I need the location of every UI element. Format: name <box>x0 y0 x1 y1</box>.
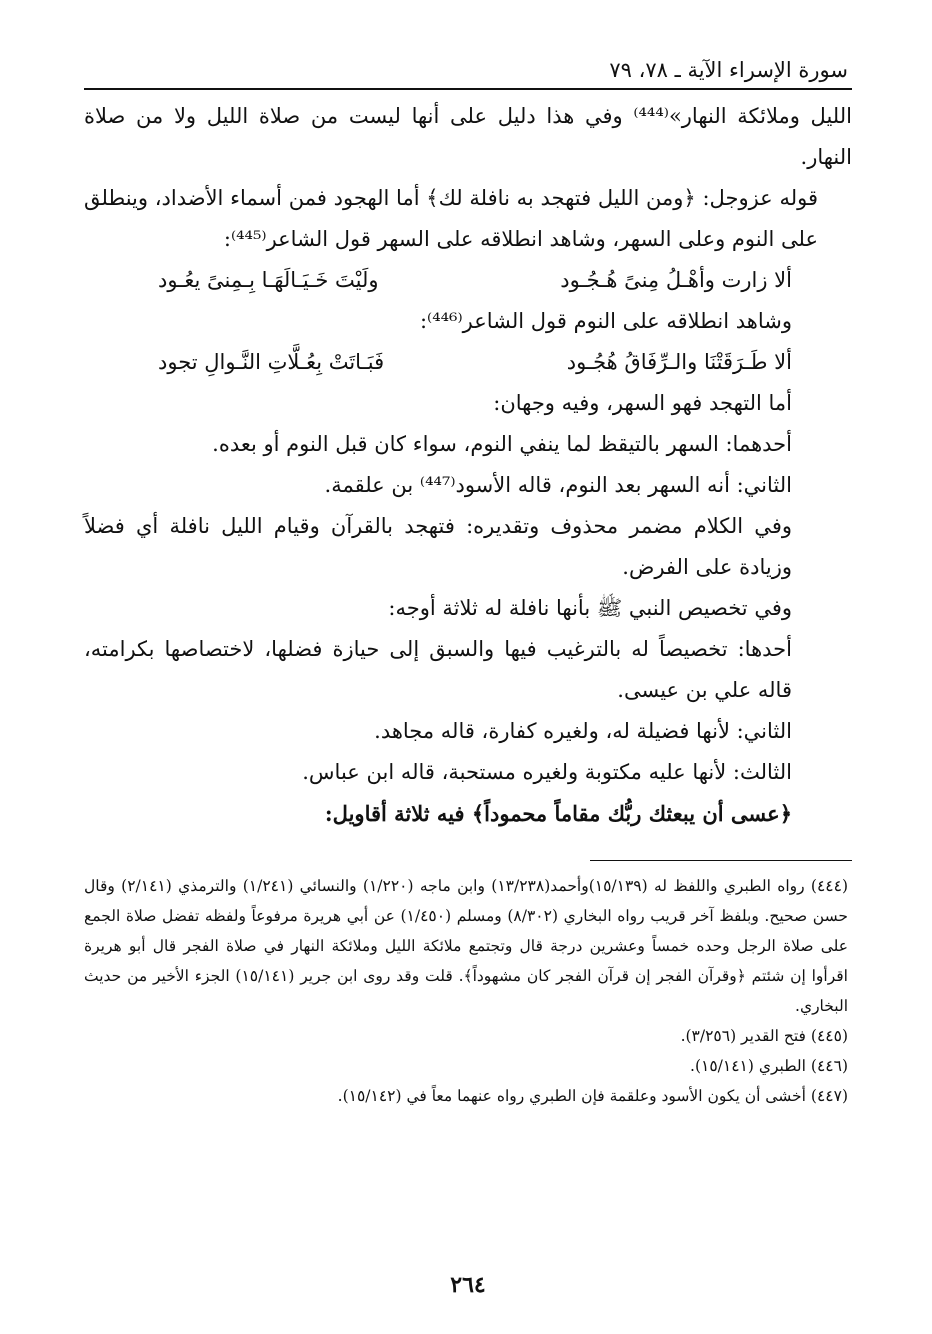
verse-2-intro: وشاهد انطلاقه على النوم قول الشاعر⁽⁴⁴⁶⁾: <box>419 309 792 333</box>
verse-2-first-hemistich: ألا طَـرَقَتْنَا والـرِّفَاقُ هُجُـود <box>566 350 792 374</box>
book-page <box>84 52 852 1312</box>
paragraph-tahajjud: أما التهجد فهو السهر، وفيه وجهان: <box>493 391 792 415</box>
verse-line-2 <box>84 342 852 383</box>
footnote-text: فتح القدير (٣/٢٥٦). <box>680 1027 806 1045</box>
footnote-444 <box>84 871 852 1021</box>
verse-1-second-hemistich: ولَيْتَ خَـيَـالَهَـا بِـمِنىً يعُـود <box>158 268 379 292</box>
footnote-number: (٤٤٥) <box>810 1027 848 1045</box>
main-text <box>84 96 852 834</box>
footnote-number: (٤٤٤) <box>810 877 848 895</box>
footnote-separator <box>590 860 852 861</box>
paragraph-verse-quote: ﴿عسى أن يبعثك ربُّك مقاماً محموداً﴾ فيه ثلاثة أقاويل: <box>324 801 792 826</box>
paragraph-three-aspects: وفي تخصيص النبي ﷺ بأنها نافلة له ثلاثة أوجه: <box>388 596 792 620</box>
footnote-445 <box>84 1021 852 1051</box>
footnote-446 <box>84 1051 852 1081</box>
footnote-text: أخشى أن يكون الأسود وعلقمة فإن الطبري رواه عنهما معاً في (١٥/١٤٢). <box>337 1087 806 1105</box>
footnote-text: رواه الطبري واللفظ له (١٥/١٣٩)وأحمد(١٣/٢٣٨) وابن ماجه (١/٢٢٠) والنسائي (١/٢٤١) والترمذي (٢/١٤١) وقال حسن صحيح. وبلفظ آخر قريب رواه البخاري (٨/٣٠٢) ومسلم (١/٤٥٠) عن أبي هريرة مرفوعاً ولفظه تفضل صلاة الجمع على صلاة الرجل وحده خمساً وعشرين درجة قال وتجتمع ملائكة الليل وملائكة النهار في صلاة الفجر قال أبو هريرة اقرأوا إن شئتم ﴿وقرآن الفجر إن قرآن الفجر كان مشهوداً﴾. قلت وقد روى ابن جرير (١٥/١٤١) الجزء الأخير من حديث البخاري. <box>84 877 848 1015</box>
paragraph-aspect-3: الثالث: لأنها عليه مكتوبة ولغيره مستحبة، قاله ابن عباس. <box>302 760 792 784</box>
paragraph-aspect-2: الثاني: لأنها فضيلة له، ولغيره كفارة، قاله مجاهد. <box>374 719 792 743</box>
paragraph-first-view: أحدهما: السهر بالتيقظ لما ينفي النوم، سواء كان قبل النوم أو بعده. <box>212 432 792 456</box>
footnote-text: الطبري (١٥/١٤١). <box>690 1057 806 1075</box>
footnote-number: (٤٤٦) <box>810 1057 848 1075</box>
verse-line-1 <box>84 260 852 301</box>
footnote-number: (٤٤٧) <box>810 1087 848 1105</box>
paragraph-aspect-1: أحدها: تخصيصاً له بالترغيب فيها والسبق إلى حيازة فضلها، لاختصاصها بكرامته، قاله علي بن عيسى. <box>84 637 792 702</box>
paragraph-2: قوله عزوجل: ﴿ومن الليل فتهجد به نافلة لك﴾ أما الهجود فمن أسماء الأضداد، وينطلق على النوم وعلى السهر، وشاهد انطلاقه على السهر قول الشاعر⁽⁴⁴⁵⁾: <box>84 186 818 251</box>
paragraph-implied-speech: وفي الكلام مضمر محذوف وتقديره: فتهجد بالقرآن وقيام الليل نافلة أي فضلاً وزيادة على الفرض. <box>84 514 792 579</box>
paragraph-second-view: الثاني: أنه السهر بعد النوم، قاله الأسود⁽⁴⁴⁷⁾ بن علقمة. <box>324 473 792 497</box>
footnotes <box>84 871 852 1111</box>
running-head: سورة الإسراء الآية ـ ٧٨، ٧٩ <box>84 52 852 90</box>
paragraph-1: الليل وملائكة النهار»⁽⁴⁴⁴⁾ وفي هذا دليل على أنها ليست من صلاة الليل ولا من صلاة النهار. <box>84 104 852 169</box>
page-number: ٢٦٤ <box>450 1272 486 1298</box>
verse-1-first-hemistich: ألا زارت وأهْـلُ مِنىً هُـجُـود <box>560 268 792 292</box>
verse-2-second-hemistich: فَبَـاتَتْ بِعُـلَّاتِ النَّـوالِ تجود <box>158 350 385 374</box>
footnote-447 <box>84 1081 852 1111</box>
